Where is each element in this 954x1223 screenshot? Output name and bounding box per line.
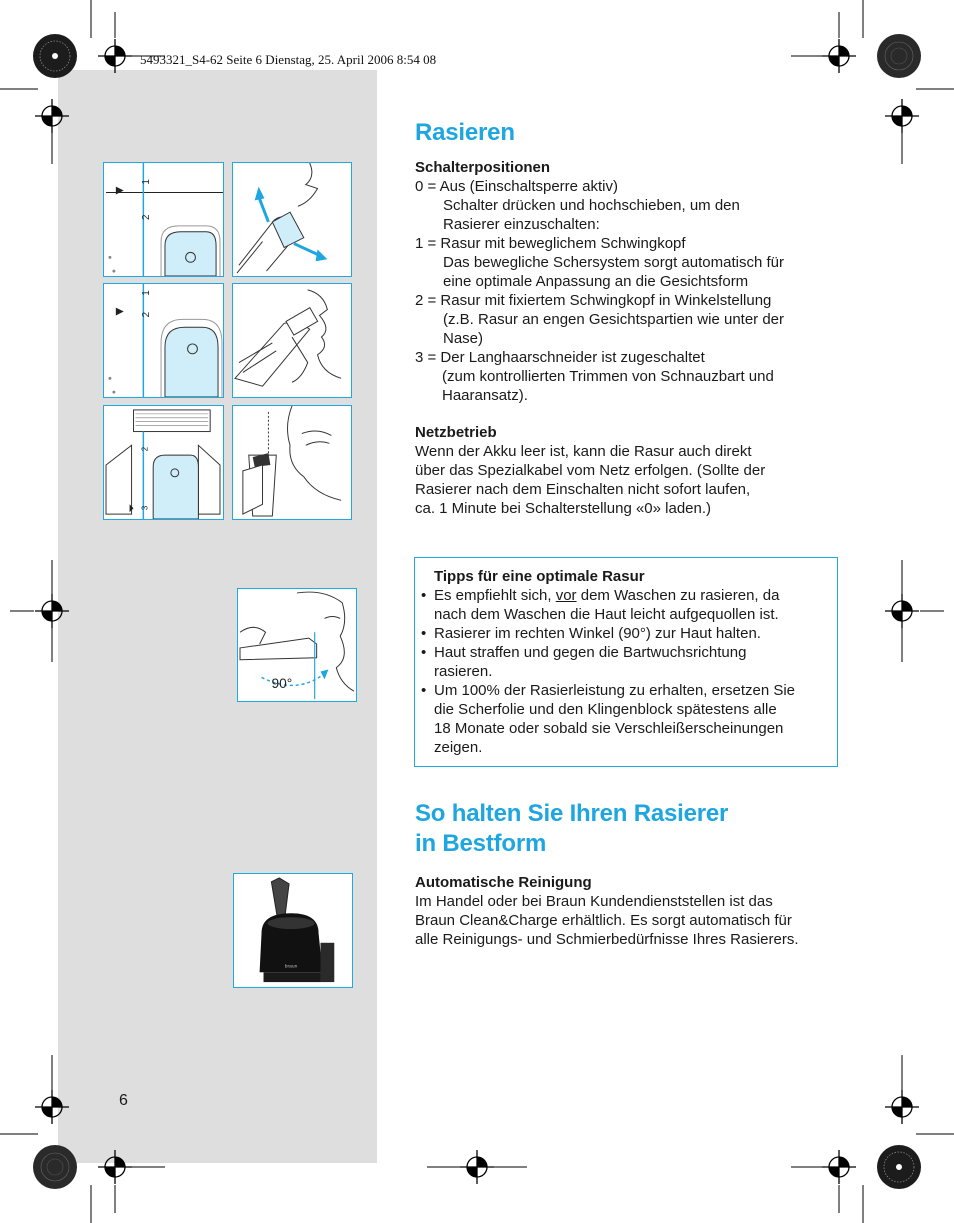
figure-long-hair-trimmer xyxy=(232,405,352,520)
figure-shaving-under-nose xyxy=(232,283,352,398)
position-1-desc-2: eine optimale Anpassung an die Gesichtsform xyxy=(443,273,749,290)
switch-label-2b: 2 xyxy=(141,311,153,318)
mains-line-1: Wenn der Akku leer ist, kann die Rasur auch direkt xyxy=(415,443,752,460)
figure-clean-and-charge xyxy=(233,873,353,988)
cleaning-block xyxy=(415,873,799,949)
tip-item-4: • Um 100% der Rasierleistung zu erhalten, ersetzen Sie die Scherfolie und den Klingenblock spätestens alle 18 Monate oder sobald sie Verschleißerscheinungen zeigen. xyxy=(421,682,796,756)
starburst-bottom-left xyxy=(33,1145,77,1189)
cleaning-heading: Automatische Reinigung xyxy=(415,874,592,891)
position-0-label: 0 = Aus (Einschaltsperre aktiv) xyxy=(415,178,619,195)
starburst-top-right xyxy=(877,34,921,78)
print-slug: 5493321_S4-62 Seite 6 Dienstag, 25. April 2006 8:54 08 xyxy=(140,52,437,67)
page-number: 6 xyxy=(119,1092,128,1109)
mains-line-3: Rasierer nach dem Einschalten nicht sofort laufen, xyxy=(415,481,751,498)
switch-label-3: 3 xyxy=(140,505,150,511)
figure-switch-position-3 xyxy=(103,405,224,520)
switch-positions-block xyxy=(415,158,784,405)
tips-box xyxy=(414,557,838,767)
cleaning-line-3: alle Reinigungs- und Schmierbedürfnisse Ihres Rasierers. xyxy=(415,931,799,948)
angle-label: 90° xyxy=(271,676,293,692)
mains-line-2: über das Spezialkabel vom Netz erfolgen. (Sollte der xyxy=(415,462,766,479)
section-title-care xyxy=(415,799,728,859)
figure-90-degree-angle xyxy=(237,588,357,702)
switch-label-1b: 1 xyxy=(141,290,153,296)
mains-line-4: ca. 1 Minute bei Schalterstellung «0» laden.) xyxy=(415,500,712,517)
tip-item-2: • Rasierer im rechten Winkel (90°) zur Haut halten. xyxy=(421,625,761,642)
position-1-desc-1: Das bewegliche Schersystem sorgt automatisch für xyxy=(443,254,784,271)
position-2-desc-2: Nase) xyxy=(443,330,484,347)
starburst-top-left xyxy=(33,34,77,78)
position-1-label: 1 = Rasur mit beweglichem Schwingkopf xyxy=(415,235,686,252)
cleaning-line-2: Braun Clean&Charge erhältlich. Es sorgt automatisch für xyxy=(415,912,792,929)
figure-shaving-pivot xyxy=(232,162,352,277)
switch-label-2c: 2 xyxy=(140,446,150,452)
section-title-care-line-2: in Bestform xyxy=(415,830,547,857)
section-title-care-line-1: So halten Sie Ihren Rasierer xyxy=(415,800,729,827)
tips-title: Tipps für eine optimale Rasur xyxy=(434,568,645,585)
position-0-desc-1: Schalter drücken und hochschieben, um den xyxy=(443,197,740,214)
position-2-desc-1: (z.B. Rasur an engen Gesichtspartien wie unter der xyxy=(443,311,785,328)
position-3-desc-1: (zum kontrollierten Trimmen von Schnauzbart und xyxy=(442,368,774,385)
mains-operation-block xyxy=(415,423,765,518)
switch-label-1: 1 xyxy=(141,179,153,185)
tip-item-3: • Haut straffen und gegen die Bartwuchsrichtung rasieren. xyxy=(421,644,747,680)
position-3-desc-2: Haaransatz). xyxy=(442,387,528,404)
figure-switch-position-2 xyxy=(103,283,224,398)
position-2-label: 2 = Rasur mit fixiertem Schwingkopf in Winkelstellung xyxy=(415,292,772,309)
section-title-shaving: Rasieren xyxy=(415,119,515,146)
mains-heading: Netzbetrieb xyxy=(415,424,497,441)
underlined-word: vor xyxy=(555,587,577,604)
position-0-desc-2: Rasierer einzuschalten: xyxy=(443,216,600,233)
cleaning-line-1: Im Handel oder bei Braun Kundendienststellen ist das xyxy=(415,893,773,910)
switch-label-2: 2 xyxy=(141,214,153,220)
brand-mark: braun xyxy=(284,964,298,970)
position-3-label: 3 = Der Langhaarschneider ist zugeschaltet xyxy=(415,349,705,366)
figure-switch-position-1 xyxy=(103,162,224,277)
starburst-bottom-right xyxy=(877,1145,921,1189)
switch-positions-heading: Schalterpositionen xyxy=(415,159,551,176)
tip-item-1: • Es empfiehlt sich, vor dem Waschen zu rasieren, da nach dem Waschen die Haut leicht aufgequollen ist. xyxy=(421,587,780,623)
